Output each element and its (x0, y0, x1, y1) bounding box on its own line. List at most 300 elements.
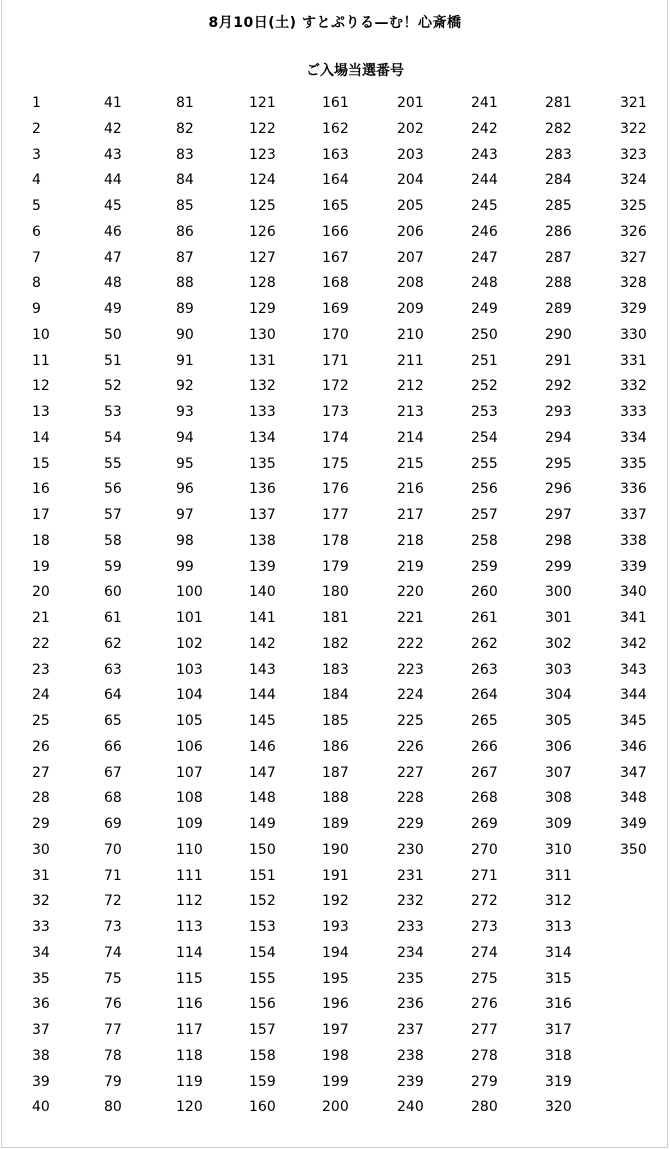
winning-number: 161 (322, 95, 349, 111)
winning-number: 139 (249, 558, 276, 575)
winning-number: 308 (545, 790, 572, 807)
winning-number: 87 (176, 249, 194, 266)
winning-number: 16 (32, 481, 50, 498)
winning-number: 97 (176, 507, 194, 523)
winning-number: 298 (545, 532, 572, 549)
winning-number: 268 (471, 790, 498, 807)
winning-number: 73 (104, 919, 122, 935)
winning-number: 348 (620, 790, 647, 807)
winning-number: 135 (249, 455, 276, 472)
winning-number: 77 (104, 1022, 122, 1038)
winning-number: 106 (176, 738, 203, 755)
winning-number: 217 (397, 507, 424, 523)
winning-number: 137 (249, 507, 276, 523)
winning-number: 341 (620, 610, 647, 626)
winning-number: 145 (249, 713, 276, 729)
winning-number: 292 (545, 378, 572, 395)
winning-number: 116 (176, 996, 203, 1013)
winning-number: 25 (32, 713, 50, 729)
winning-number: 265 (471, 713, 498, 729)
winning-number: 206 (397, 223, 424, 240)
winning-number: 22 (32, 635, 50, 652)
winning-number: 170 (322, 326, 349, 343)
winning-number: 277 (471, 1022, 498, 1038)
winning-number: 123 (249, 146, 276, 163)
winning-number: 152 (249, 893, 276, 910)
winning-number: 63 (104, 661, 122, 678)
winning-number: 114 (176, 944, 203, 961)
winning-number: 95 (176, 455, 194, 472)
winning-number: 314 (545, 944, 572, 961)
winning-number: 299 (545, 558, 572, 575)
winning-number: 109 (176, 816, 203, 832)
winning-number: 186 (322, 738, 349, 755)
winning-number: 18 (32, 532, 50, 549)
winning-number: 143 (249, 661, 276, 678)
winning-number: 332 (620, 378, 647, 395)
winning-number: 15 (32, 455, 50, 472)
winning-number: 34 (32, 944, 50, 961)
winning-number: 323 (620, 146, 647, 163)
winning-number: 207 (397, 249, 424, 266)
winning-number: 238 (397, 1047, 424, 1064)
winning-number: 12 (32, 378, 50, 395)
winning-number: 233 (397, 919, 424, 935)
winning-number: 258 (471, 532, 498, 549)
winning-number: 100 (176, 584, 203, 601)
winning-number: 327 (620, 249, 647, 266)
winning-number: 345 (620, 713, 647, 729)
winning-number: 257 (471, 507, 498, 523)
winning-number: 29 (32, 816, 50, 832)
winning-number: 10 (32, 326, 50, 343)
winning-number: 75 (104, 970, 122, 987)
winning-number: 19 (32, 558, 50, 575)
winning-number: 36 (32, 996, 50, 1013)
winning-number: 175 (322, 455, 349, 472)
winning-number: 303 (545, 661, 572, 678)
winning-number: 243 (471, 146, 498, 163)
winning-number: 230 (397, 841, 424, 858)
winning-number: 179 (322, 558, 349, 575)
winning-number: 255 (471, 455, 498, 472)
winning-number: 231 (397, 867, 424, 884)
winning-number: 174 (322, 429, 349, 446)
winning-number: 112 (176, 893, 203, 910)
winning-number: 39 (32, 1073, 50, 1090)
winning-number: 51 (104, 352, 122, 369)
winning-number: 167 (322, 249, 349, 266)
winning-number: 60 (104, 584, 122, 601)
winning-number: 237 (397, 1022, 424, 1038)
winning-number: 283 (545, 146, 572, 163)
winning-number: 140 (249, 584, 276, 601)
winning-number: 248 (471, 275, 498, 292)
winning-number: 291 (545, 352, 572, 369)
winning-number: 282 (545, 120, 572, 137)
winning-number: 326 (620, 223, 647, 240)
winning-number: 129 (249, 301, 276, 317)
winning-number: 5 (32, 198, 41, 214)
winning-number: 334 (620, 429, 647, 446)
winning-number: 188 (322, 790, 349, 807)
winning-number: 132 (249, 378, 276, 395)
winning-number: 201 (397, 95, 424, 111)
winning-number: 251 (471, 352, 498, 369)
winning-number: 83 (176, 146, 194, 163)
winning-number: 249 (471, 301, 498, 317)
winning-number: 202 (397, 120, 424, 137)
winning-number: 310 (545, 841, 572, 858)
winning-number: 234 (397, 944, 424, 961)
winning-number: 300 (545, 584, 572, 601)
winning-number: 134 (249, 429, 276, 446)
winning-number: 57 (104, 507, 122, 523)
winning-number: 169 (322, 301, 349, 317)
winning-number: 324 (620, 172, 647, 189)
winning-number: 113 (176, 919, 203, 935)
winning-number: 151 (249, 867, 276, 884)
winning-number: 171 (322, 352, 349, 369)
winning-number: 185 (322, 713, 349, 729)
winning-number: 254 (471, 429, 498, 446)
winning-number: 196 (322, 996, 349, 1013)
winning-number: 53 (104, 404, 122, 420)
winning-number: 239 (397, 1073, 424, 1090)
winning-number: 20 (32, 584, 50, 601)
winning-number: 346 (620, 738, 647, 755)
winning-number: 28 (32, 790, 50, 807)
winning-number: 82 (176, 120, 194, 137)
winning-number: 65 (104, 713, 122, 729)
winning-number: 294 (545, 429, 572, 446)
winning-number: 92 (176, 378, 194, 395)
winning-number: 122 (249, 120, 276, 137)
winning-number: 146 (249, 738, 276, 755)
winning-number: 72 (104, 893, 122, 910)
winning-number: 96 (176, 481, 194, 498)
winning-number: 256 (471, 481, 498, 498)
winning-number: 290 (545, 326, 572, 343)
winning-number: 286 (545, 223, 572, 240)
winning-number: 50 (104, 326, 122, 343)
number-column (32, 94, 92, 1124)
winning-number: 33 (32, 919, 50, 935)
winning-number: 317 (545, 1022, 572, 1038)
winning-number: 160 (249, 1099, 276, 1116)
winning-number: 224 (397, 687, 424, 704)
winning-number: 307 (545, 764, 572, 781)
winning-number: 289 (545, 301, 572, 317)
winning-number: 322 (620, 120, 647, 137)
winning-number: 70 (104, 841, 122, 858)
winning-number: 41 (104, 95, 122, 111)
winning-number: 118 (176, 1047, 203, 1064)
winning-number: 45 (104, 198, 122, 214)
winning-number: 252 (471, 378, 498, 395)
winning-number: 225 (397, 713, 424, 729)
winning-number: 193 (322, 919, 349, 935)
winning-number: 127 (249, 249, 276, 266)
winning-number: 150 (249, 841, 276, 858)
winning-number: 130 (249, 326, 276, 343)
winning-number: 344 (620, 687, 647, 704)
winning-number: 247 (471, 249, 498, 266)
winning-number: 183 (322, 661, 349, 678)
winning-number: 246 (471, 223, 498, 240)
winning-number: 24 (32, 687, 50, 704)
winning-number: 14 (32, 429, 50, 446)
winning-number: 216 (397, 481, 424, 498)
winning-number: 88 (176, 275, 194, 292)
winning-number: 149 (249, 816, 276, 832)
winning-number: 115 (176, 970, 203, 987)
winning-number: 203 (397, 146, 424, 163)
winning-number: 240 (397, 1099, 424, 1116)
winning-number: 99 (176, 558, 194, 575)
winning-number: 262 (471, 635, 498, 652)
winning-number: 153 (249, 919, 276, 935)
winning-number: 245 (471, 198, 498, 214)
winning-number: 62 (104, 635, 122, 652)
winning-number: 49 (104, 301, 122, 317)
winning-number: 271 (471, 867, 498, 884)
winning-number: 279 (471, 1073, 498, 1090)
winning-number: 125 (249, 198, 276, 214)
winning-number: 128 (249, 275, 276, 292)
winning-number: 64 (104, 687, 122, 704)
winning-number: 124 (249, 172, 276, 189)
winning-number: 142 (249, 635, 276, 652)
number-column (104, 94, 164, 1124)
winning-number: 71 (104, 867, 122, 884)
winning-number: 320 (545, 1099, 572, 1116)
winning-number: 90 (176, 326, 194, 343)
winning-number: 261 (471, 610, 498, 626)
winning-number: 349 (620, 816, 647, 832)
winning-number: 190 (322, 841, 349, 858)
winning-number: 1 (32, 95, 41, 111)
winning-number: 195 (322, 970, 349, 987)
winning-number: 102 (176, 635, 203, 652)
number-column (397, 94, 457, 1124)
winning-number: 21 (32, 610, 50, 626)
winning-number: 336 (620, 481, 647, 498)
number-column (471, 94, 531, 1124)
winning-number: 54 (104, 429, 122, 446)
winning-number: 40 (32, 1099, 50, 1116)
winning-number: 297 (545, 507, 572, 523)
winning-number: 104 (176, 687, 203, 704)
winning-number: 184 (322, 687, 349, 704)
winning-number: 38 (32, 1047, 50, 1064)
winning-number: 305 (545, 713, 572, 729)
winning-number: 285 (545, 198, 572, 214)
winning-number: 7 (32, 249, 41, 266)
winning-number: 266 (471, 738, 498, 755)
winning-number: 329 (620, 301, 647, 317)
winning-number: 191 (322, 867, 349, 884)
winning-number: 208 (397, 275, 424, 292)
winning-number: 98 (176, 532, 194, 549)
winning-number: 276 (471, 996, 498, 1013)
winning-number: 213 (397, 404, 424, 420)
winning-number: 204 (397, 172, 424, 189)
winning-number: 147 (249, 764, 276, 781)
winning-number: 93 (176, 404, 194, 420)
winning-number: 110 (176, 841, 203, 858)
winning-number: 302 (545, 635, 572, 652)
winning-number: 242 (471, 120, 498, 137)
winning-number: 215 (397, 455, 424, 472)
page-subtitle: ご入場当選番号 (306, 63, 404, 79)
winning-number: 199 (322, 1073, 349, 1090)
winning-number: 235 (397, 970, 424, 987)
winning-number: 120 (176, 1099, 203, 1116)
winning-number: 13 (32, 404, 50, 420)
winning-number: 221 (397, 610, 424, 626)
winning-number: 319 (545, 1073, 572, 1090)
winning-number: 56 (104, 481, 122, 498)
winning-number: 6 (32, 223, 41, 240)
winning-number: 210 (397, 326, 424, 343)
winning-number: 222 (397, 635, 424, 652)
winning-number: 59 (104, 558, 122, 575)
winning-number: 172 (322, 378, 349, 395)
winning-number: 164 (322, 172, 349, 189)
winning-number: 211 (397, 352, 424, 369)
winning-number: 154 (249, 944, 276, 961)
winning-number: 214 (397, 429, 424, 446)
winning-number: 270 (471, 841, 498, 858)
winning-number: 76 (104, 996, 122, 1013)
winning-number: 2 (32, 120, 41, 137)
winning-number: 293 (545, 404, 572, 420)
winning-number: 46 (104, 223, 122, 240)
winning-number: 321 (620, 95, 647, 111)
winning-number: 178 (322, 532, 349, 549)
winning-number: 23 (32, 661, 50, 678)
winning-number: 333 (620, 404, 647, 420)
winning-number: 220 (397, 584, 424, 601)
winning-number: 260 (471, 584, 498, 601)
winning-number: 312 (545, 893, 572, 910)
winning-number: 342 (620, 635, 647, 652)
winning-number: 328 (620, 275, 647, 292)
winning-number: 263 (471, 661, 498, 678)
winning-number: 26 (32, 738, 50, 755)
winning-number: 37 (32, 1022, 50, 1038)
winning-number: 8 (32, 275, 41, 292)
winning-number: 241 (471, 95, 498, 111)
winning-number: 318 (545, 1047, 572, 1064)
winning-number: 89 (176, 301, 194, 317)
winning-number: 101 (176, 610, 203, 626)
winning-number: 267 (471, 764, 498, 781)
winning-number: 197 (322, 1022, 349, 1038)
winning-number: 126 (249, 223, 276, 240)
winning-number: 236 (397, 996, 424, 1013)
winning-number: 194 (322, 944, 349, 961)
winning-number: 350 (620, 841, 647, 858)
winning-number: 91 (176, 352, 194, 369)
winning-number: 198 (322, 1047, 349, 1064)
winning-number: 144 (249, 687, 276, 704)
winning-number: 269 (471, 816, 498, 832)
winning-number: 159 (249, 1073, 276, 1090)
winning-number: 273 (471, 919, 498, 935)
winning-number: 181 (322, 610, 349, 626)
winning-number: 3 (32, 146, 41, 163)
number-column (545, 94, 605, 1124)
winning-number: 189 (322, 816, 349, 832)
winning-number: 32 (32, 893, 50, 910)
winning-number: 80 (104, 1099, 122, 1116)
winning-number: 58 (104, 532, 122, 549)
winning-number: 61 (104, 610, 122, 626)
winning-number: 295 (545, 455, 572, 472)
winning-number: 335 (620, 455, 647, 472)
winning-number: 42 (104, 120, 122, 137)
winning-number: 168 (322, 275, 349, 292)
winning-number: 173 (322, 404, 349, 420)
winning-number: 343 (620, 661, 647, 678)
winning-number: 330 (620, 326, 647, 343)
winning-number: 107 (176, 764, 203, 781)
winning-number: 274 (471, 944, 498, 961)
winning-number: 228 (397, 790, 424, 807)
winning-number: 296 (545, 481, 572, 498)
winning-number: 205 (397, 198, 424, 214)
winning-number: 264 (471, 687, 498, 704)
winning-number: 226 (397, 738, 424, 755)
winning-number: 67 (104, 764, 122, 781)
winning-number: 121 (249, 95, 276, 111)
number-column (322, 94, 382, 1124)
winning-number: 74 (104, 944, 122, 961)
winning-number: 281 (545, 95, 572, 111)
winning-number: 288 (545, 275, 572, 292)
winning-number: 284 (545, 172, 572, 189)
winning-number: 84 (176, 172, 194, 189)
winning-number: 119 (176, 1073, 203, 1090)
winning-number: 177 (322, 507, 349, 523)
winning-number: 11 (32, 352, 50, 369)
winning-number: 306 (545, 738, 572, 755)
winning-number: 313 (545, 919, 572, 935)
winning-number: 66 (104, 738, 122, 755)
winning-number: 311 (545, 867, 572, 884)
winning-number: 55 (104, 455, 122, 472)
winning-number: 275 (471, 970, 498, 987)
winning-number: 35 (32, 970, 50, 987)
winning-number: 287 (545, 249, 572, 266)
winning-number: 4 (32, 172, 41, 189)
winning-number: 165 (322, 198, 349, 214)
winning-number: 103 (176, 661, 203, 678)
winning-number: 338 (620, 532, 647, 549)
winning-number: 182 (322, 635, 349, 652)
winning-number: 315 (545, 970, 572, 987)
winning-number: 331 (620, 352, 647, 369)
winning-number: 339 (620, 558, 647, 575)
winning-number: 180 (322, 584, 349, 601)
winning-number: 52 (104, 378, 122, 395)
winning-number: 79 (104, 1073, 122, 1090)
winning-number: 30 (32, 841, 50, 858)
winning-number: 200 (322, 1099, 349, 1116)
winning-number: 227 (397, 764, 424, 781)
